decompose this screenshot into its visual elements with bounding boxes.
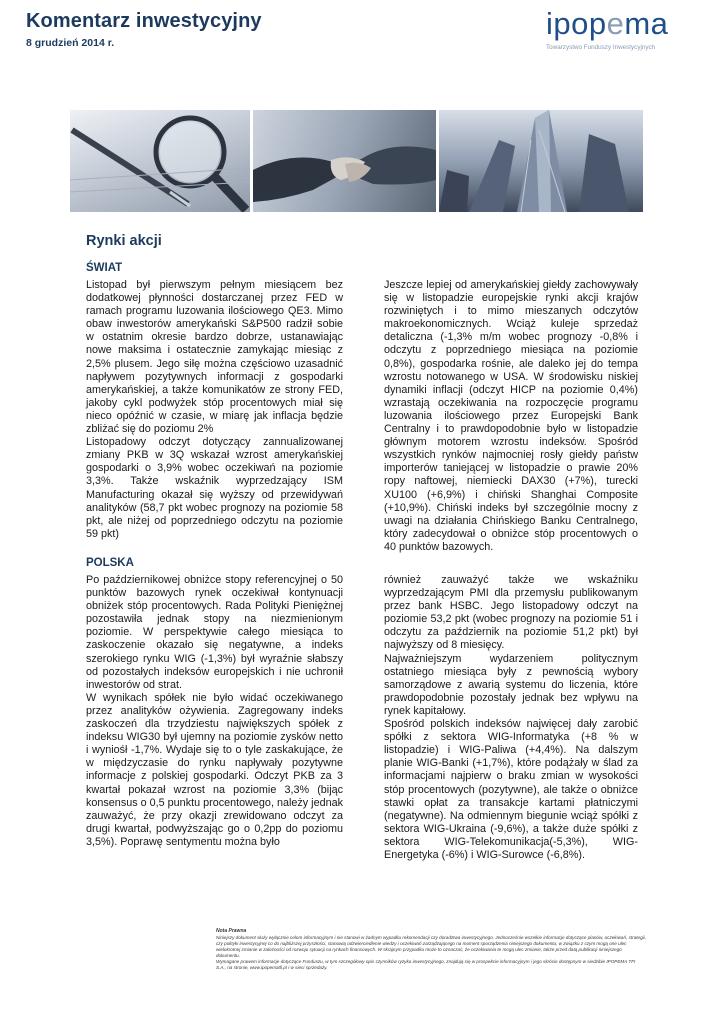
swiat-right-column — [384, 279, 638, 554]
paragraph: Jeszcze lepiej od amerykańskiej giełdy zachowywały się w listopadzie europejskie rynki akcji krajów rozwiniętych i to mimo mieszanych odczytów makroekonomicznych. Wciąż kuleje sprzedaż detaliczna (-1,3% m/m wobec prognozy -0,8% i odczytu z poprzedniego miesiąca na poziomie 0,8%), gospodarka rośnie, ale daleko jej do tempa wzrostu notowanego w USA. W środowisku niskiej dynamiki inflacji (odczyt HICP na poziomie 0,4%) wzrastają oczekiwania na rozpoczęcie programu luzowania ilościowego przez Europejski Bank Centralny i to prawdopodobnie było w listopadzie głównym motorem wzrostu indeksów. Spośród wszystkich rynków najmocniej rosły giełdy państw importerów taniejącej w listopadzie o prawie 20% ropy naftowej, niemiecki DAX30 (+7%), turecki XU100 (+6,9%) i chiński Shanghai Composite (+10,9%). Chiński indeks był szczególnie mocny z uwagi na działania Chińskiego Banku Centralnego, który zadecydował o obniżce stóp procentowych o 40 punktów bazowych. — [384, 279, 638, 553]
swiat-left-column — [86, 279, 343, 541]
ipopema-logo — [540, 6, 690, 58]
document-date: 8 grudzień 2014 r. — [26, 37, 115, 49]
legal-note — [216, 928, 646, 971]
legal-note-title: Nota Prawna — [216, 928, 247, 934]
header-banner — [70, 110, 643, 212]
polska-heading: POLSKA — [86, 557, 134, 569]
banner-photo-handshake — [253, 110, 436, 212]
paragraph: również zauważyć także we wskaźniku wyprzedzającym PMI dla przemysłu publikowanym przez bank HSBC. Jego listopadowy odczyt na poziomie 53,2 pkt (wobec prognozy na poziomie 51 i odczytu za październik na poziomie 51,2 pkt) był najwyższy od 8 miesięcy. — [384, 574, 638, 652]
paragraph: Najważniejszym wydarzeniem politycznym ostatniego miesiąca były z pewnością wybory samorządowe z awarią systemu do liczenia, które prawdopodobnie pozostały jednak bez wpływu na rynek kapitałowy. — [384, 652, 638, 717]
paragraph: Listopad był pierwszym pełnym miesiącem bez dodatkowej płynności dostarczanej przez FED w ramach programu luzowania ilościowego QE3. Mimo obaw inwestorów amerykański S&P500 radził sobie w ostatnim okresie bardzo dobrze, ustanawiając nowe maksima i ostatecznie zamykając miesiąc z 2,5% plusem. Jego siłę można częściowo uzasadnić napływem pozytywnych informacji z gospodarki amerykańskiej, a także komunikatów ze strony FED, jakoby cykl podwyżek stóp procentowych miał się nieco opóźnić w czasie, w miarę jak inflacja będzie zbliżać się do poziomu 2% — [86, 279, 343, 436]
polska-right-column — [384, 574, 638, 862]
legal-note-body: Wymagane prawem informacje dotyczące Funduszu, w tym szczegółowy opis czynników ryzyka inwestycyjnego, znajdują się w prospekcie informacyjnym i jego skrócie dostępnym w siedzibie IPOPEMA TFI S.A., na stronie, www.ipopematfi.pl i w sieci sprzedaży. — [216, 959, 636, 970]
banner-photo-skyscrapers — [439, 110, 643, 212]
document-title: Komentarz inwestycyjny — [26, 10, 262, 32]
section-title: Rynki akcji — [86, 233, 162, 249]
paragraph: Listopadowy odczyt dotyczący zannualizowanej zmiany PKB w 3Q wskazał wzrost amerykańskiej gospodarki o 3,9% wobec oczekiwań na poziomie 3,3%. Także wskaźnik wyprzedzający ISM Manufacturing okazał się wyższy od przewidywań analityków (58,7 pkt wobec prognozy na poziomie 58 pkt, ale niżej od poprzedniego odczytu na poziomie 59 pkt) — [86, 436, 343, 540]
swiat-heading: ŚWIAT — [86, 262, 123, 274]
paragraph: Po październikowej obniżce stopy referencyjnej o 50 punktów bazowych rynek oczekiwał kontynuacji obniżek stóp procentowych. Rada Polityki Pieniężnej pozostawiła jednak stopy na niezmienionym poziomie. W perspektywie całego miesiąca to zaskoczenie okazało się negatywne, a indeks szerokiego rynku WIG (-1,3%) był wyraźnie słabszy od pozostałych indeksów europejskich i nie uchronił inwestorów od strat. — [86, 574, 343, 691]
polska-left-column — [86, 574, 343, 849]
legal-note-body: Niniejszy dokument służy wyłącznie celom informacyjnym i nie stanowi w żadnym wypadku rekomendacji czy doradztwa inwestycyjnego. Jednocześnie wszelkie informacje dotyczące planów, oczekiwań, strategii, czy polityki inwestycyjnej co do najbliższej przyszłości, stanowią odzwierciedlenie wiedzy i oczekiwań zarządzającego na moment sporządzenia niniejszego dokumentu, w związku z czym mogą one ulec wielokrotnej zmianie w zależności od rozwoju sytuacji na rynkach finansowych. W skrajnym przypadku może to oznaczać, że oczekiwania te mogą ulec zmianie, także przed datą publikacji niniejszego dokumentu. — [216, 935, 646, 958]
paragraph: W wynikach spółek nie było widać oczekiwanego przez analityków ożywienia. Zagregowany indeks zaskoczeń dla trzydziestu największych spółek z indeksu WIG30 był ujemny na poziomie zysków netto i wyniośł -1,7%. Wydaje się to o tyle zaskakujące, że w międzyczasie do rynku napływały pozytywne informacje z polskiej gospodarki. Odczyt PKB za 3 kwartał pokazał wzrost na poziomie 3,3% (bijąc konsensus o 0,5 punktu procentowego, należy jednak zauważyć, że przy okazji zrewidowano odczyt za drugi kwartał, podwyższając go o 0,2pp do poziomu 3,5%). Poprawę sentymentu można było — [86, 691, 343, 848]
logo-wordmark: ipopema — [546, 6, 669, 41]
banner-photo-pen-magnifier — [70, 110, 250, 212]
logo-tagline: Towarzystwo Funduszy Inwestycyjnych — [546, 44, 656, 51]
paragraph: Spośród polskich indeksów najwięcej dały zarobić spółki z sektora WIG-Informatyka (+8 % w listopadzie) i WIG-Paliwa (+4,4%). Na dalszym planie WIG-Banki (+1,7%), które podążały w ślad za informacjami najpierw o braku zmian w wysokości stóp procentowych (pozytywne), ale także o obniżce stawki opłat za transakcje kartami płatniczymi (negatywne). Na odmiennym biegunie wciąż spółki z sektora WIG-Ukraina (-9,6%), a także duże spółki z sektora WIG-Telekomunikacja(-5,3%), WIG-Energetyka (-6%) i WIG-Surowce (-6,8%). — [384, 718, 638, 861]
